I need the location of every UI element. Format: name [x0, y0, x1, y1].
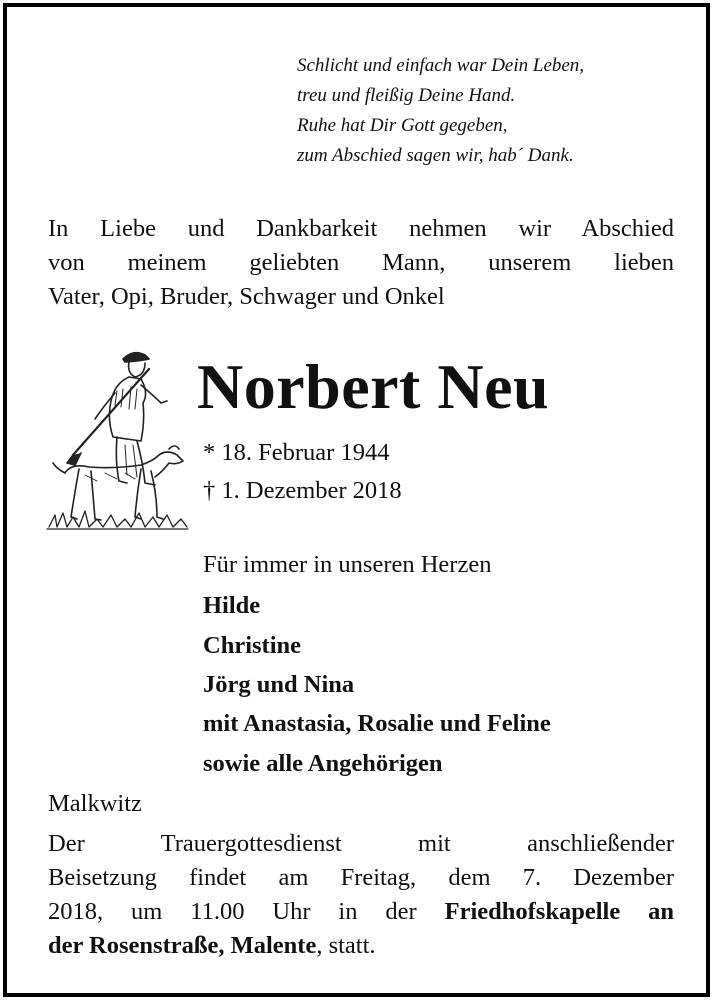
service-line: Beisetzung findet am Freitag, dem 7. Dezember: [48, 864, 674, 891]
death-date: † 1. Dezember 2018: [203, 477, 402, 504]
intro-line: von meinem geliebten Mann, unserem lieben: [48, 249, 674, 276]
service-info: [48, 827, 674, 963]
mourner-name: Hilde: [203, 592, 261, 619]
service-text: , statt.: [316, 932, 376, 959]
poem-line: Schlicht und einfach war Dein Leben,: [297, 55, 585, 76]
intro-line: Vater, Opi, Bruder, Schwager und Onkel: [48, 283, 445, 310]
intro-line: In Liebe und Dankbarkeit nehmen wir Abschied: [48, 215, 674, 242]
mourner-name: mit Anastasia, Rosalie und Feline: [203, 710, 551, 737]
life-dates: [203, 434, 402, 510]
mourners-list: [203, 544, 551, 784]
mourner-name: Christine: [203, 632, 301, 659]
birth-date: * 18. Februar 1944: [203, 439, 390, 466]
service-line: Der Trauergottesdienst mit anschließender: [48, 830, 674, 857]
poem-line: zum Abschied sagen wir, hab´ Dank.: [297, 145, 574, 166]
service-line: [48, 895, 674, 929]
intro-text: [48, 212, 674, 314]
deceased-name: Norbert Neu: [197, 351, 550, 422]
service-location: der Rosenstraße, Malente: [48, 932, 317, 959]
mourner-name: Jörg und Nina: [203, 671, 355, 698]
poem: [297, 51, 687, 171]
mourner-name: sowie alle Angehörigen: [203, 750, 443, 777]
service-location: Friedhofskapelle an: [444, 898, 674, 925]
hunter-with-dog-icon: [45, 345, 190, 535]
service-line: [48, 929, 674, 963]
obituary-notice: [3, 3, 710, 997]
place-name: Malkwitz: [48, 790, 142, 817]
poem-line: Ruhe hat Dir Gott gegeben,: [297, 115, 508, 136]
mourners-intro: Für immer in unseren Herzen: [203, 551, 492, 578]
poem-line: treu und fleißig Deine Hand.: [297, 85, 516, 106]
service-text: 2018, um 11.00 Uhr in der: [48, 898, 417, 925]
